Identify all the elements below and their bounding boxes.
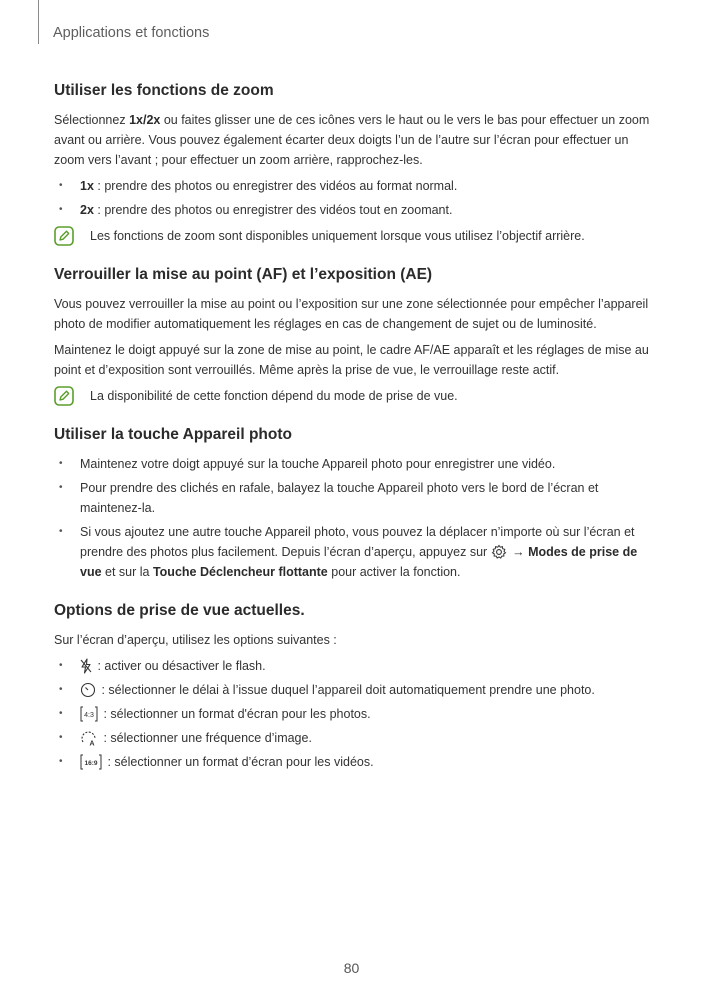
bullet-icon: • (59, 660, 63, 671)
bullet-icon: • (59, 684, 63, 695)
settings-gear-icon (491, 544, 507, 560)
bullet-icon: • (59, 526, 63, 537)
bullet-icon: • (59, 458, 63, 469)
afae-title: Verrouiller la mise au point (AF) et l’exposition (AE) (54, 266, 433, 283)
zoom-list (54, 176, 650, 220)
shutter-title: Utiliser la touche Appareil photo (54, 426, 292, 443)
list-item (54, 176, 650, 196)
list-item (54, 680, 650, 700)
bullet-icon: • (59, 732, 63, 743)
list-item (54, 454, 650, 474)
zoom-intro-post: ou faites glisser une de ces icônes vers le haut ou le vers le bas pour effectuer un zoom avant ou arrière. Vous pouvez également écarter deux doigts l’un de l’autre sur l’écran pour effectuer un zoom vers l’avant ; pour effectuer un zoom arrière, rapprochez-les. (54, 113, 650, 167)
list-item (54, 522, 650, 582)
zoom-bullet-text: : prendre des photos ou enregistrer des vidéos tout en zoomant. (93, 203, 453, 217)
list-item (54, 704, 650, 724)
shutter-bullet-text: Si vous ajoutez une autre touche Appareil photo, vous pouvez la déplacer n’importe où sur l’écran et prendre des photos plus facilement. Depuis l’écran d’aperçu, appuyez sur (80, 525, 635, 559)
zoom-bullet-bold: 1x (80, 179, 94, 193)
ratio-4-3-label: 4:3 (84, 712, 94, 719)
option-text: : sélectionner le délai à l’issue duquel l’appareil doit automatiquement prendre une photo. (98, 683, 595, 697)
afae-section (54, 266, 650, 406)
options-intro: Sur l’écran d’aperçu, utilisez les options suivantes : (54, 633, 337, 647)
flash-icon (80, 658, 92, 674)
note-icon (54, 226, 74, 246)
arrow-text: → (508, 545, 529, 559)
shutter-bullet-text: et sur la (101, 565, 153, 579)
zoom-intro (54, 110, 650, 170)
shutter-list (54, 454, 650, 582)
ratio-16-9-icon (80, 754, 102, 770)
frame-rate-label: A (89, 740, 95, 746)
modes-label: Modes de prise de vue (80, 545, 638, 579)
option-text: : sélectionner un format d’écran pour les vidéos. (104, 755, 374, 769)
bullet-icon: • (59, 180, 63, 191)
shutter-section (54, 426, 650, 582)
frame-rate-icon (80, 730, 98, 746)
afae-note (54, 386, 650, 406)
timer-icon (80, 682, 96, 698)
list-item (54, 478, 650, 518)
option-text: : sélectionner une fréquence d’image. (100, 731, 312, 745)
zoom-intro-bold: 1x/2x (129, 113, 161, 127)
page-number: 80 (343, 960, 360, 976)
list-item (54, 728, 650, 748)
afae-p1: Vous pouvez verrouiller la mise au point ou l’exposition sur une zone sélectionnée pour empêcher l’appareil photo de modifier automatiquement les réglages en cas de changement de sujet ou de luminosité. (54, 297, 649, 331)
option-text: : activer ou désactiver le flash. (94, 659, 266, 673)
afae-note-text: La disponibilité de cette fonction dépend du mode de prise de vue. (90, 389, 458, 403)
content (54, 82, 650, 776)
options-section (54, 602, 650, 772)
option-text: : sélectionner un format d'écran pour les photos. (100, 707, 371, 721)
shutter-bullet-text: pour activer la fonction. (327, 565, 461, 579)
shutter-bullet-text: Pour prendre des clichés en rafale, balayez la touche Appareil photo vers le bord de l’écran et maintenez-la. (80, 481, 599, 515)
bullet-icon: • (59, 756, 63, 767)
floating-shutter-label: Touche Déclencheur flottante (152, 565, 328, 579)
bullet-icon: • (59, 204, 63, 215)
zoom-note-text: Les fonctions de zoom sont disponibles uniquement lorsque vous utilisez l’objectif arrière. (90, 229, 585, 243)
shutter-bullet-text: Maintenez votre doigt appuyé sur la touche Appareil photo pour enregistrer une vidéo. (80, 457, 556, 471)
note-icon (54, 386, 74, 406)
ratio-4-3-icon (80, 706, 98, 722)
bullet-icon: • (59, 708, 63, 719)
afae-p2: Maintenez le doigt appuyé sur la zone de mise au point, le cadre AF/AE apparaît et les réglages de mise au point et d’exposition sont verrouillés. Même après la prise de vue, le verrouillage reste actif. (54, 343, 649, 377)
zoom-note (54, 226, 650, 246)
bullet-icon: • (59, 482, 63, 493)
zoom-intro-pre: Sélectionnez (54, 113, 130, 127)
options-title: Options de prise de vue actuelles. (54, 602, 305, 619)
list-item (54, 656, 650, 676)
zoom-bullet-bold: 2x (80, 203, 94, 217)
header-rule (38, 0, 39, 44)
zoom-title: Utiliser les fonctions de zoom (54, 82, 274, 99)
options-list (54, 656, 650, 772)
zoom-bullet-text: : prendre des photos ou enregistrer des vidéos au format normal. (93, 179, 458, 193)
list-item (54, 752, 650, 772)
list-item (54, 200, 650, 220)
header-title: Applications et fonctions (53, 25, 210, 41)
ratio-16-9-label: 16:9 (84, 760, 98, 767)
